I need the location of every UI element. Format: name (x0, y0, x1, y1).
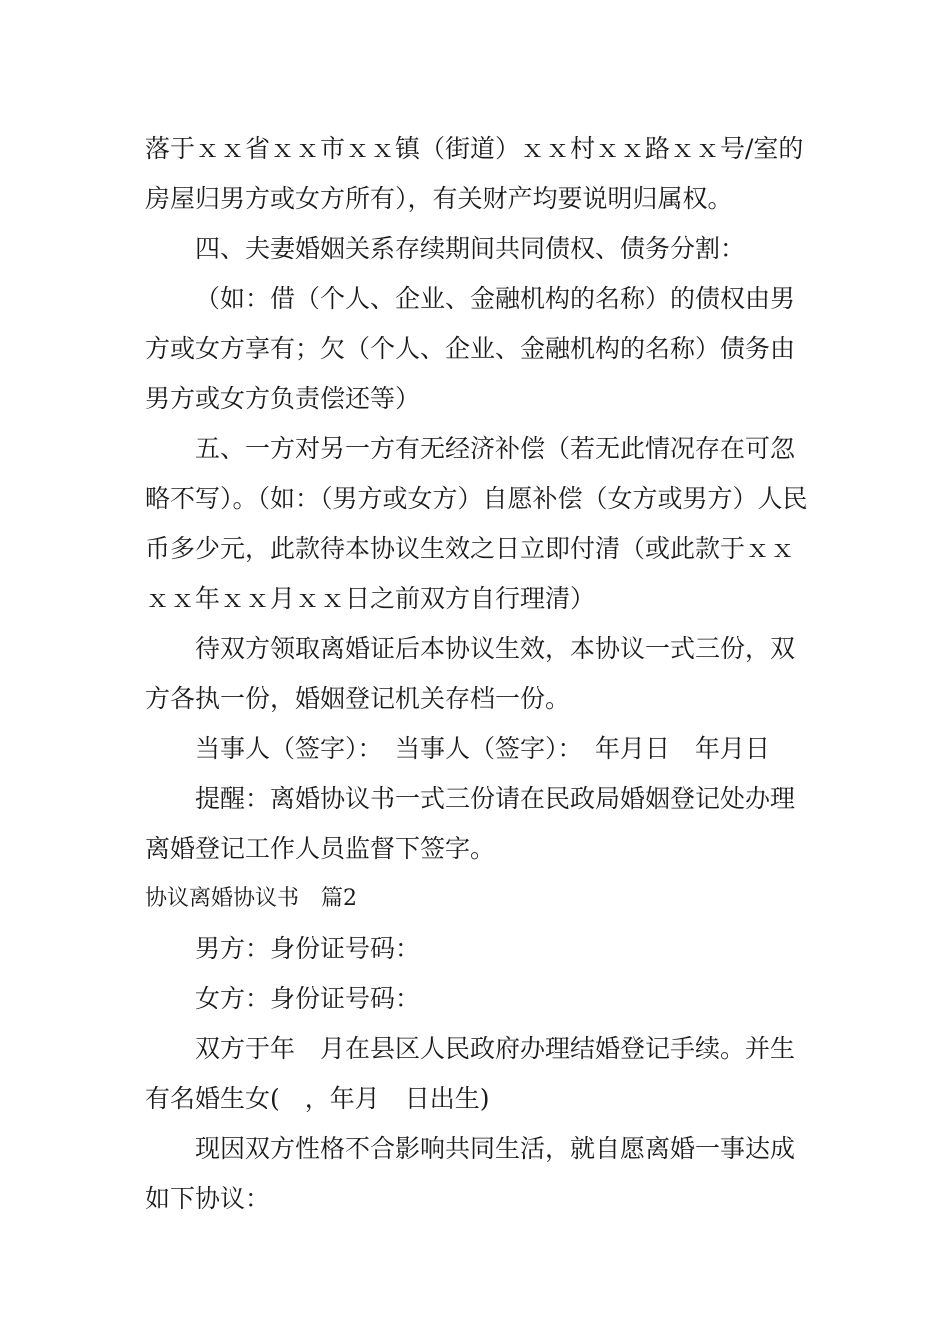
paragraph-compensation: 五、一方对另一方有无经济补偿（若无此情况存在可忽略不写）。（如：（男方或女方）自愿补偿（女方或男方）人民币多少元，此款待本协议生效之日立即付清（或此款于ｘｘｘｘ年ｘｘ月ｘｘ日之前双方自行理清） (145, 434, 808, 613)
document-body (145, 124, 815, 1224)
paragraph-male-id: 男方：身份证号码： (195, 934, 421, 963)
paragraph-debt-division-heading: 四、夫妻婚姻关系存续期间共同债权、债务分割： (195, 234, 746, 263)
paragraph-debt-example: （如：借（个人、企业、金融机构的名称）的债权由男方或女方享有；欠（个人、企业、金融机构的名称）债务由男方或女方负责偿还等） (145, 284, 796, 413)
paragraph-divorce-reason: 现因双方性格不合影响共同生活，就自愿离婚一事达成如下协议： (145, 1134, 796, 1213)
paragraph-signature-line: 当事人（签字）： 当事人（签字）： 年月日 年月日 (195, 734, 771, 763)
paragraph-property-continuation: 落于ｘｘ省ｘｘ市ｘｘ镇（街道）ｘｘ村ｘｘ路ｘｘ号/室的房屋归男方或女方所有），有关财产均要说明归属权。 (145, 134, 804, 213)
paragraph-marriage-registration: 双方于年 月在县区人民政府办理结婚登记手续。并生有名婚生女( ，年月 日出生) (145, 1034, 796, 1113)
paragraph-effective-clause: 待双方领取离婚证后本协议生效，本协议一式三份，双方各执一份，婚姻登记机关存档一份。 (145, 634, 796, 713)
paragraph-reminder: 提醒：离婚协议书一式三份请在民政局婚姻登记处办理离婚登记工作人员监督下签字。 (145, 784, 796, 863)
section-heading: 协议离婚协议书 篇2 (145, 886, 357, 911)
paragraph-female-id: 女方：身份证号码： (195, 984, 421, 1013)
